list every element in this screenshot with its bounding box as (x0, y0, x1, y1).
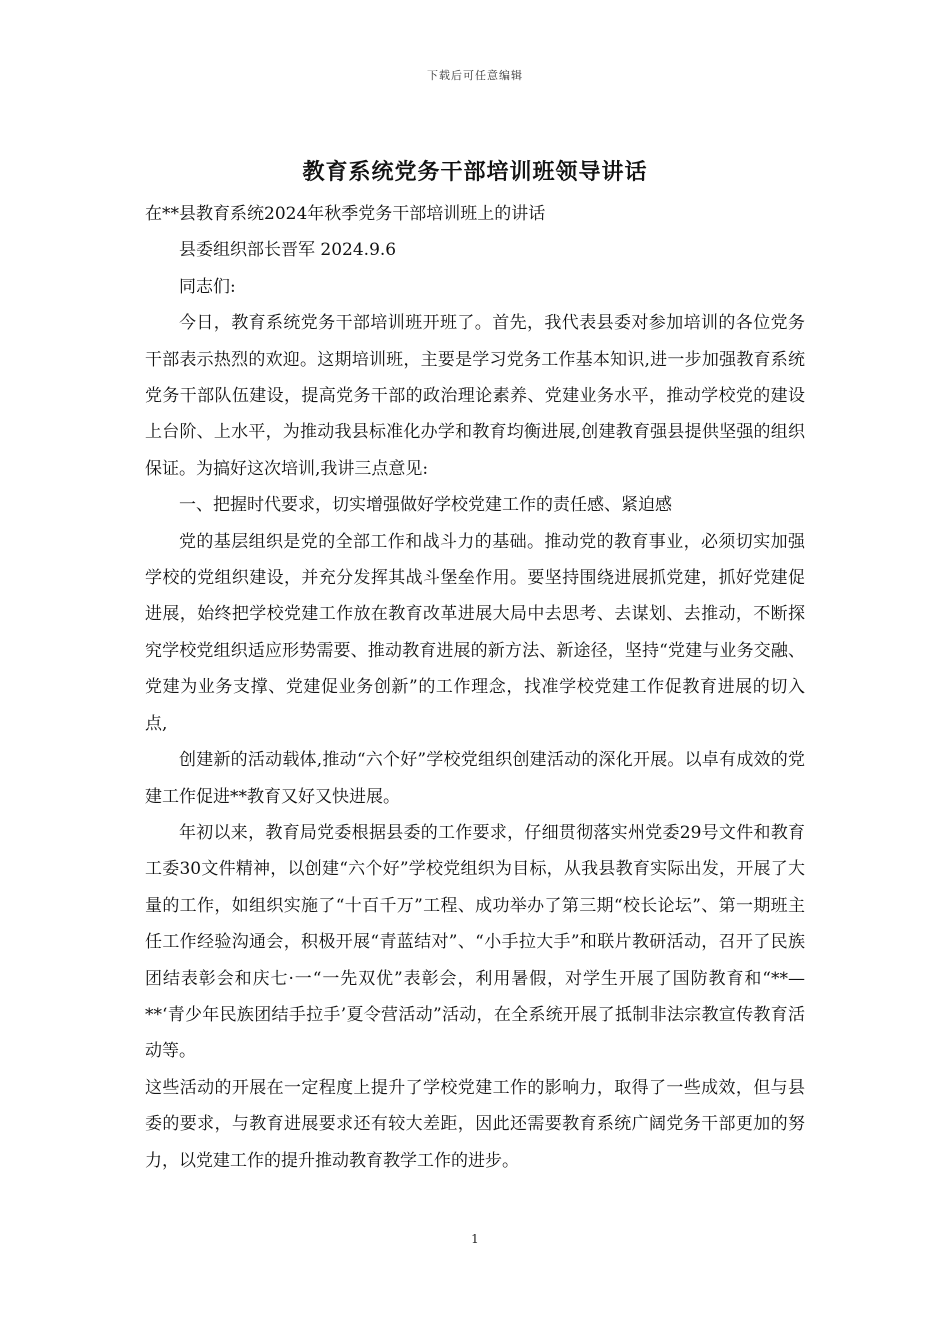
section-heading-1: 一、把握时代要求，切实增强做好学校党建工作的责任感、紧迫感 (179, 495, 672, 516)
paragraph-activity-carrier: 创建新的活动载体,推动“六个好”学校党组织创建活动的深化开展。以卓有成效的党建工作促进**教育又好又快进展。 (145, 750, 805, 807)
paragraph-party-foundation: 党的基层组织是党的全部工作和战斗力的基础。推动党的教育事业，必须切实加强学校的党组织建设，并充分发挥其战斗堡垒作用。要坚持围绕进展抓党建，抓好党建促进展，始终把学校党建工作放在教育改革进展大局中去思考、去谋划、去推动，不断探究学校党组织适应形势需要、推动教育进展的新方法、新途径，坚持“党建与业务交融、党建为业务支撑、党建促业务创新”的工作理念，找准学校党建工作促教育进展的切入点, (145, 531, 805, 734)
paragraph-work-review: 年初以来，教育局党委根据县委的工作要求，仔细贯彻落实州党委29号文件和教育工委30文件精神，以创建“六个好”学校党组织为目标，从我县教育实际出发，开展了大量的工作，如组织实施了“十百千万”工程、成功举办了第三期“校长论坛”、第一期班主任工作经验沟通会，积极开展“青蓝结对”、“小手拉大手”和联片教研活动，召开了民族团结表彰会和庆七·一“一先双优”表彰会，利用暑假，对学生开展了国防教育和“**—**‘青少年民族团结手拉手’夏令营活动”活动，在全系统开展了抵制非法宗教宣传教育活动等。 (145, 822, 805, 1062)
author-line: 县委组织部长晋军 2024.9.6 (179, 240, 397, 261)
page-header: 下载后可任意编辑 (427, 69, 523, 82)
document-body (145, 196, 805, 1179)
paragraph-opening: 今日，教育系统党务干部培训班开班了。首先，我代表县委对参加培训的各位党务干部表示热烈的欢迎。这期培训班，主要是学习党务工作基本知识,进一步加强教育系统党务干部队伍建设，提高党务干部的政治理论素养、党建业务水平，推动学校党的建设上台阶、上水平，为推动我县标准化办学和教育均衡进展,创建教育强县提供坚强的组织保证。为搞好这次培训,我讲三点意见: (145, 313, 805, 479)
page-number: 1 (471, 1232, 479, 1246)
salutation: 同志们: (179, 276, 236, 297)
speech-subtitle: 在**县教育系统2024年秋季党务干部培训班上的讲话 (145, 204, 546, 224)
paragraph-conclusion: 这些活动的开展在一定程度上提升了学校党建工作的影响力，取得了一些成效，但与县委的要求，与教育进展要求还有较大差距，因此还需要教育系统广阔党务干部更加的努力，以党建工作的提升推动教育教学工作的进步。 (145, 1077, 805, 1171)
document-title: 教育系统党务干部培训班领导讲话 (302, 159, 648, 185)
